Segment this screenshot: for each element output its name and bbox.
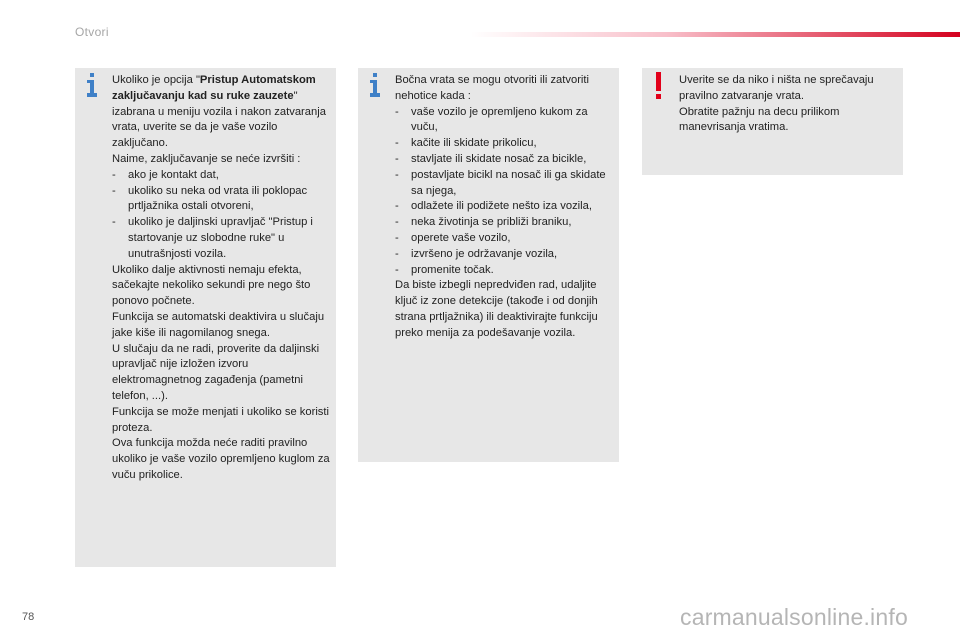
info-box-text [112, 73, 330, 484]
watermark: carmanualsonline.info [680, 604, 908, 630]
warning-exclamation-icon [656, 72, 662, 98]
info-box-side-doors [358, 68, 619, 462]
lead-text: Naime, zaključavanje se neće izvršiti : [112, 152, 301, 165]
list-item: - promenite točak. [395, 263, 494, 276]
warning-box-text [679, 73, 897, 136]
paragraph: Funkcija se automatski deaktivira u slučaju jake kiše ili nagomilanog snega. [112, 310, 325, 339]
list-item: - ako je kontakt dat, [112, 168, 219, 181]
warning-box-door-closing [642, 68, 903, 175]
list-item: - kačite ili skidate prikolicu, [395, 137, 537, 150]
header-accent-bar [470, 32, 960, 37]
list-item: - vaše vozilo je opremljeno kukom za vuču, [395, 105, 588, 134]
list-item: - ukoliko je daljinski upravljač "Pristup i startovanje uz slobodne ruke" u unutrašnjosti vozila. [112, 216, 313, 260]
closing-paragraph: Da biste izbegli nepredviđen rad, udaljite ključ iz zone detekcije (takođe i od donjih strana prtljažnika) ili deaktivirajte funkciju preko menija za podešavanje vozila. [395, 279, 598, 339]
list-item: - operete vaše vozilo, [395, 231, 511, 244]
list-item: - odlažete ili podižete nešto iza vozila, [395, 200, 592, 213]
paragraph: Ova funkcija možda neće raditi pravilno ukoliko je vaše vozilo opremljeno kuglom za vuču prikolice. [112, 437, 330, 481]
list-item: - postavljate bicikl na nosač ili ga skidate sa njega, [395, 168, 606, 197]
info-box-text [395, 73, 613, 342]
list-item: - izvršeno je održavanje vozila, [395, 247, 558, 260]
page-number: 78 [22, 611, 35, 623]
info-icon [87, 73, 97, 97]
paragraph: Funkcija se može menjati i ukoliko se koristi proteza. [112, 405, 329, 434]
paragraph: Uverite se da niko i ništa ne sprečavaju pravilno zatvaranje vrata. [679, 74, 874, 102]
intro-paragraph: Ukoliko je opcija "Pristup Automatskom zaključavanju kad su ruke zauzete" izabrana u meniju vozila i nakon zatvaranja vrata, uverite se da je vaše vozilo zaključano. [112, 74, 326, 150]
paragraph: U slučaju da ne radi, proverite da daljinski upravljač nije izložen izvoru elektromagnetnog zagađenja (pametni telefon, ...). [112, 342, 320, 402]
paragraph: Obratite pažnju na decu prilikom manevrisanja vratima. [679, 105, 840, 134]
section-title: Otvori [75, 25, 109, 39]
list-item: - stavljate ili skidate nosač za bicikle, [395, 152, 587, 165]
list-item: - neka životinja se približi braniku, [395, 216, 572, 229]
lead-text: Bočna vrata se mogu otvoriti ili zatvoriti nehotice kada : [395, 74, 589, 102]
paragraph: Ukoliko dalje aktivnosti nemaju efekta, sačekajte nekoliko sekundi pre nego što ponovo počnete. [112, 263, 311, 308]
info-box-hands-free-locking [75, 68, 336, 567]
list-item: - ukoliko su neka od vrata ili poklopac prtljažnika ostali otvoreni, [112, 184, 308, 213]
info-icon [370, 73, 380, 97]
